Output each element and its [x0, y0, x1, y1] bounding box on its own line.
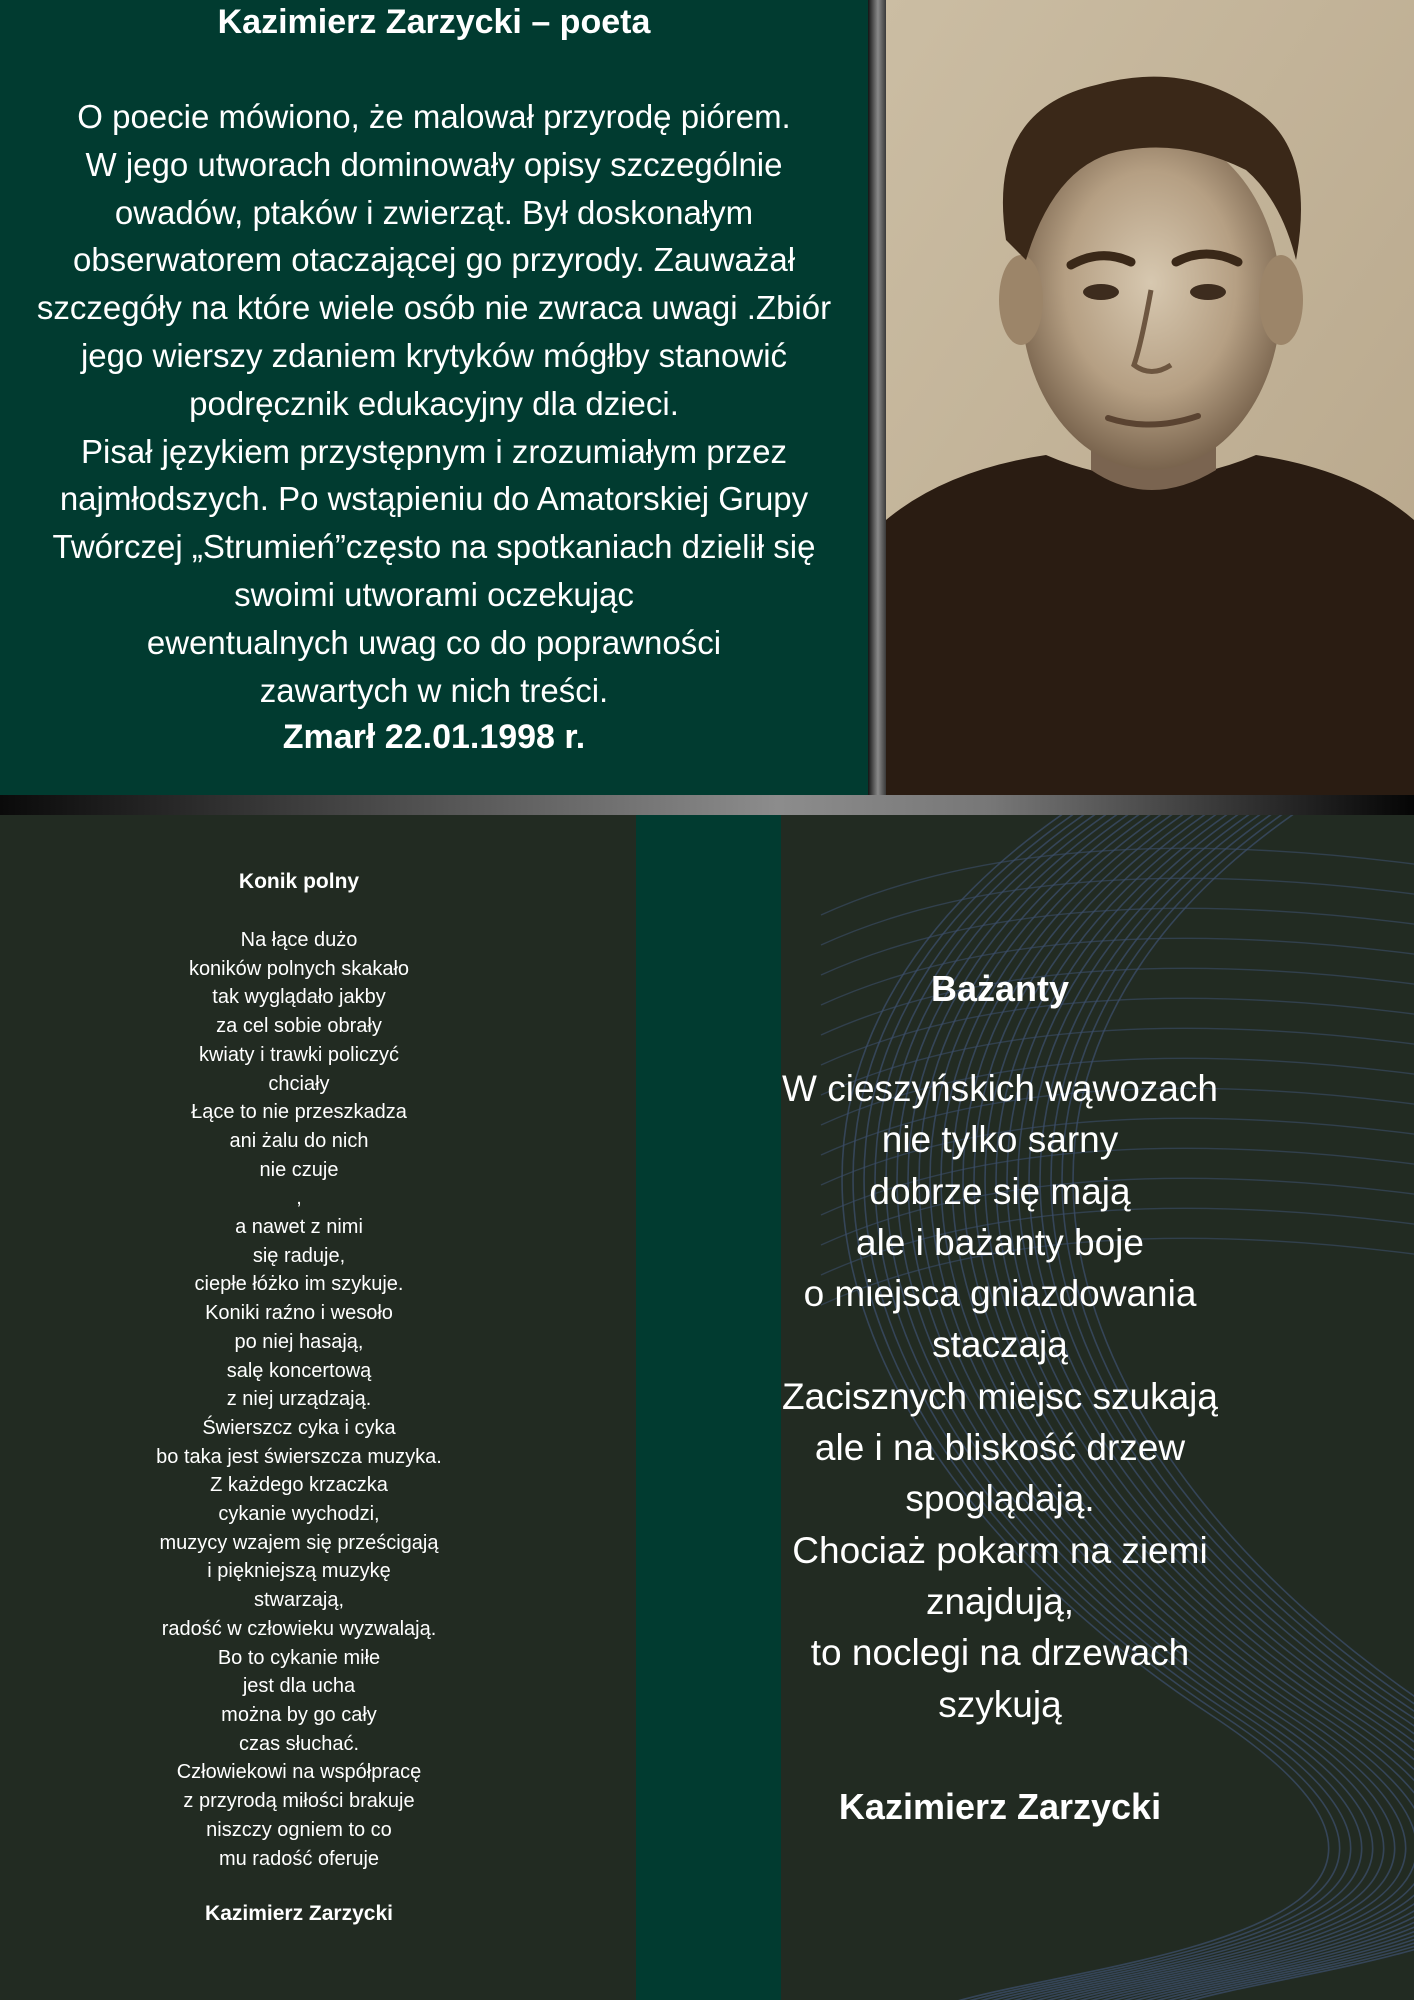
bio-death-date: Zmarł 22.01.1998 r.: [282, 718, 586, 756]
poem-line: dobrze się mają: [869, 1170, 1131, 1212]
poem-line: Koniki raźno i wesoło: [205, 1302, 393, 1325]
poem-line: o miejsca gniazdowania: [803, 1273, 1197, 1315]
bio-line: podręcznik edukacyjny dla dzieci.: [189, 384, 679, 422]
poem-line: niszczy ogniem to co: [206, 1818, 392, 1841]
poem-line: chciały: [268, 1072, 330, 1095]
poem-line: spoglądają.: [905, 1478, 1095, 1520]
poem-line: Człowiekowi na współpracę: [176, 1761, 422, 1784]
bio-text: [0, 93, 868, 714]
bio-line: Pisał językiem przystępnym i zrozumiałym przez: [80, 432, 787, 470]
poem-line: i piękniejszą muzykę: [207, 1560, 391, 1583]
poem-line: a nawet z nimi: [235, 1216, 363, 1239]
poem-line: muzycy wzajem się prześcigają: [159, 1531, 439, 1554]
poem-bazanty-title: Bażanty: [930, 968, 1070, 1009]
poem-line: czas słuchać.: [238, 1732, 360, 1755]
poem-line: to noclegi na drzewach: [810, 1632, 1190, 1674]
poem-line: W cieszyńskich wąwozach: [782, 1068, 1218, 1109]
poem-line: cykanie wychodzi,: [218, 1503, 380, 1526]
poem-line: po niej hasają,: [234, 1330, 364, 1353]
poem-bazanty-text: [664, 1063, 1336, 1730]
poem-line: radość w człowieku wyzwalają.: [161, 1617, 437, 1640]
poem-line: Z każdego krzaczka: [210, 1474, 388, 1497]
poem-line: bo taka jest świerszcza muzyka.: [156, 1445, 442, 1468]
poem-line: kwiaty i trawki policzyć: [198, 1043, 400, 1066]
bio-line: swoimi utworami oczekując: [234, 575, 634, 613]
poem-line: ani żalu do nich: [229, 1129, 369, 1152]
poem-line: można by go cały: [221, 1703, 377, 1726]
poem-line: ,: [296, 1187, 302, 1210]
bio-line: owadów, ptaków i zwierząt. Był doskonałym: [114, 193, 754, 231]
bio-line: szczegóły na które wiele osób nie zwraca uwagi .Zbiór: [36, 289, 832, 327]
poem-line: nie tylko sarny: [881, 1119, 1119, 1161]
bio-line: najmłodszych. Po wstąpieniu do Amatorskiej Grupy: [59, 480, 809, 518]
poem-konik-author: Kazimierz Zarzycki: [205, 1902, 393, 1925]
bio-line: ewentualnych uwag co do poprawności: [146, 623, 722, 661]
poem-line: nie czuje: [259, 1158, 339, 1181]
poem-line: tak wyglądało jakby: [212, 986, 386, 1009]
bio-line: zawartych w nich treści.: [259, 671, 609, 709]
poem-line: szykują: [938, 1683, 1062, 1725]
poem-konik-title: Konik polny: [238, 870, 360, 893]
bio-line: W jego utworach dominowały opisy szczególnie: [85, 145, 783, 183]
poem-konik-text: [0, 926, 598, 1873]
poem-line: Zacisznych miejsc szukają: [782, 1375, 1218, 1417]
poem-line: z niej urządzają.: [226, 1388, 372, 1411]
bio-line: jego wierszy zdaniem krytyków mógłby stanowić: [80, 336, 788, 374]
poem-line: z przyrodą miłości brakuje: [183, 1790, 415, 1813]
poem-line: Na łące dużo: [240, 929, 358, 951]
portrait-photo: [886, 0, 1414, 795]
poem-line: mu radość oferuje: [218, 1847, 380, 1870]
poem-line: za cel sobie obrały: [216, 1015, 382, 1038]
poem-line: znajdują,: [925, 1580, 1075, 1622]
bio-line: O poecie mówiono, że malował przyrodę piórem.: [77, 98, 791, 135]
poem-line: Bo to cykanie miłe: [217, 1646, 381, 1669]
poem-line: się raduje,: [252, 1244, 346, 1267]
poem-line: stwarzają,: [253, 1589, 345, 1612]
poem-line: Łące to nie przeszkadza: [191, 1101, 407, 1124]
wave-line: [821, 848, 1414, 915]
bio-line: Twórczej „Strumień”często na spotkaniach dzielił się: [52, 528, 816, 566]
poem-line: Chociaż pokarm na ziemi: [792, 1529, 1208, 1571]
bio-line: obserwatorem otaczającej go przyrody. Zauważał: [72, 241, 796, 279]
poem-line: ciepłe łóżko im szykuje.: [194, 1273, 404, 1296]
poem-line: ale i na bliskość drzew: [814, 1427, 1186, 1469]
photo-frame-gap: [868, 0, 886, 795]
bio-title: Kazimierz Zarzycki – poeta: [217, 3, 651, 41]
poem-line: Świerszcz cyka i cyka: [202, 1416, 396, 1439]
poem-line: ale i bażanty boje: [856, 1221, 1144, 1263]
poem-line: koników polnych skakało: [188, 957, 410, 980]
poem-bazanty-author: Kazimierz Zarzycki: [838, 1786, 1162, 1827]
poem-line: jest dla ucha: [242, 1675, 356, 1698]
poem-line: staczają: [932, 1324, 1068, 1366]
poem-line: salę koncertową: [226, 1359, 372, 1382]
section-divider: [0, 795, 1414, 815]
